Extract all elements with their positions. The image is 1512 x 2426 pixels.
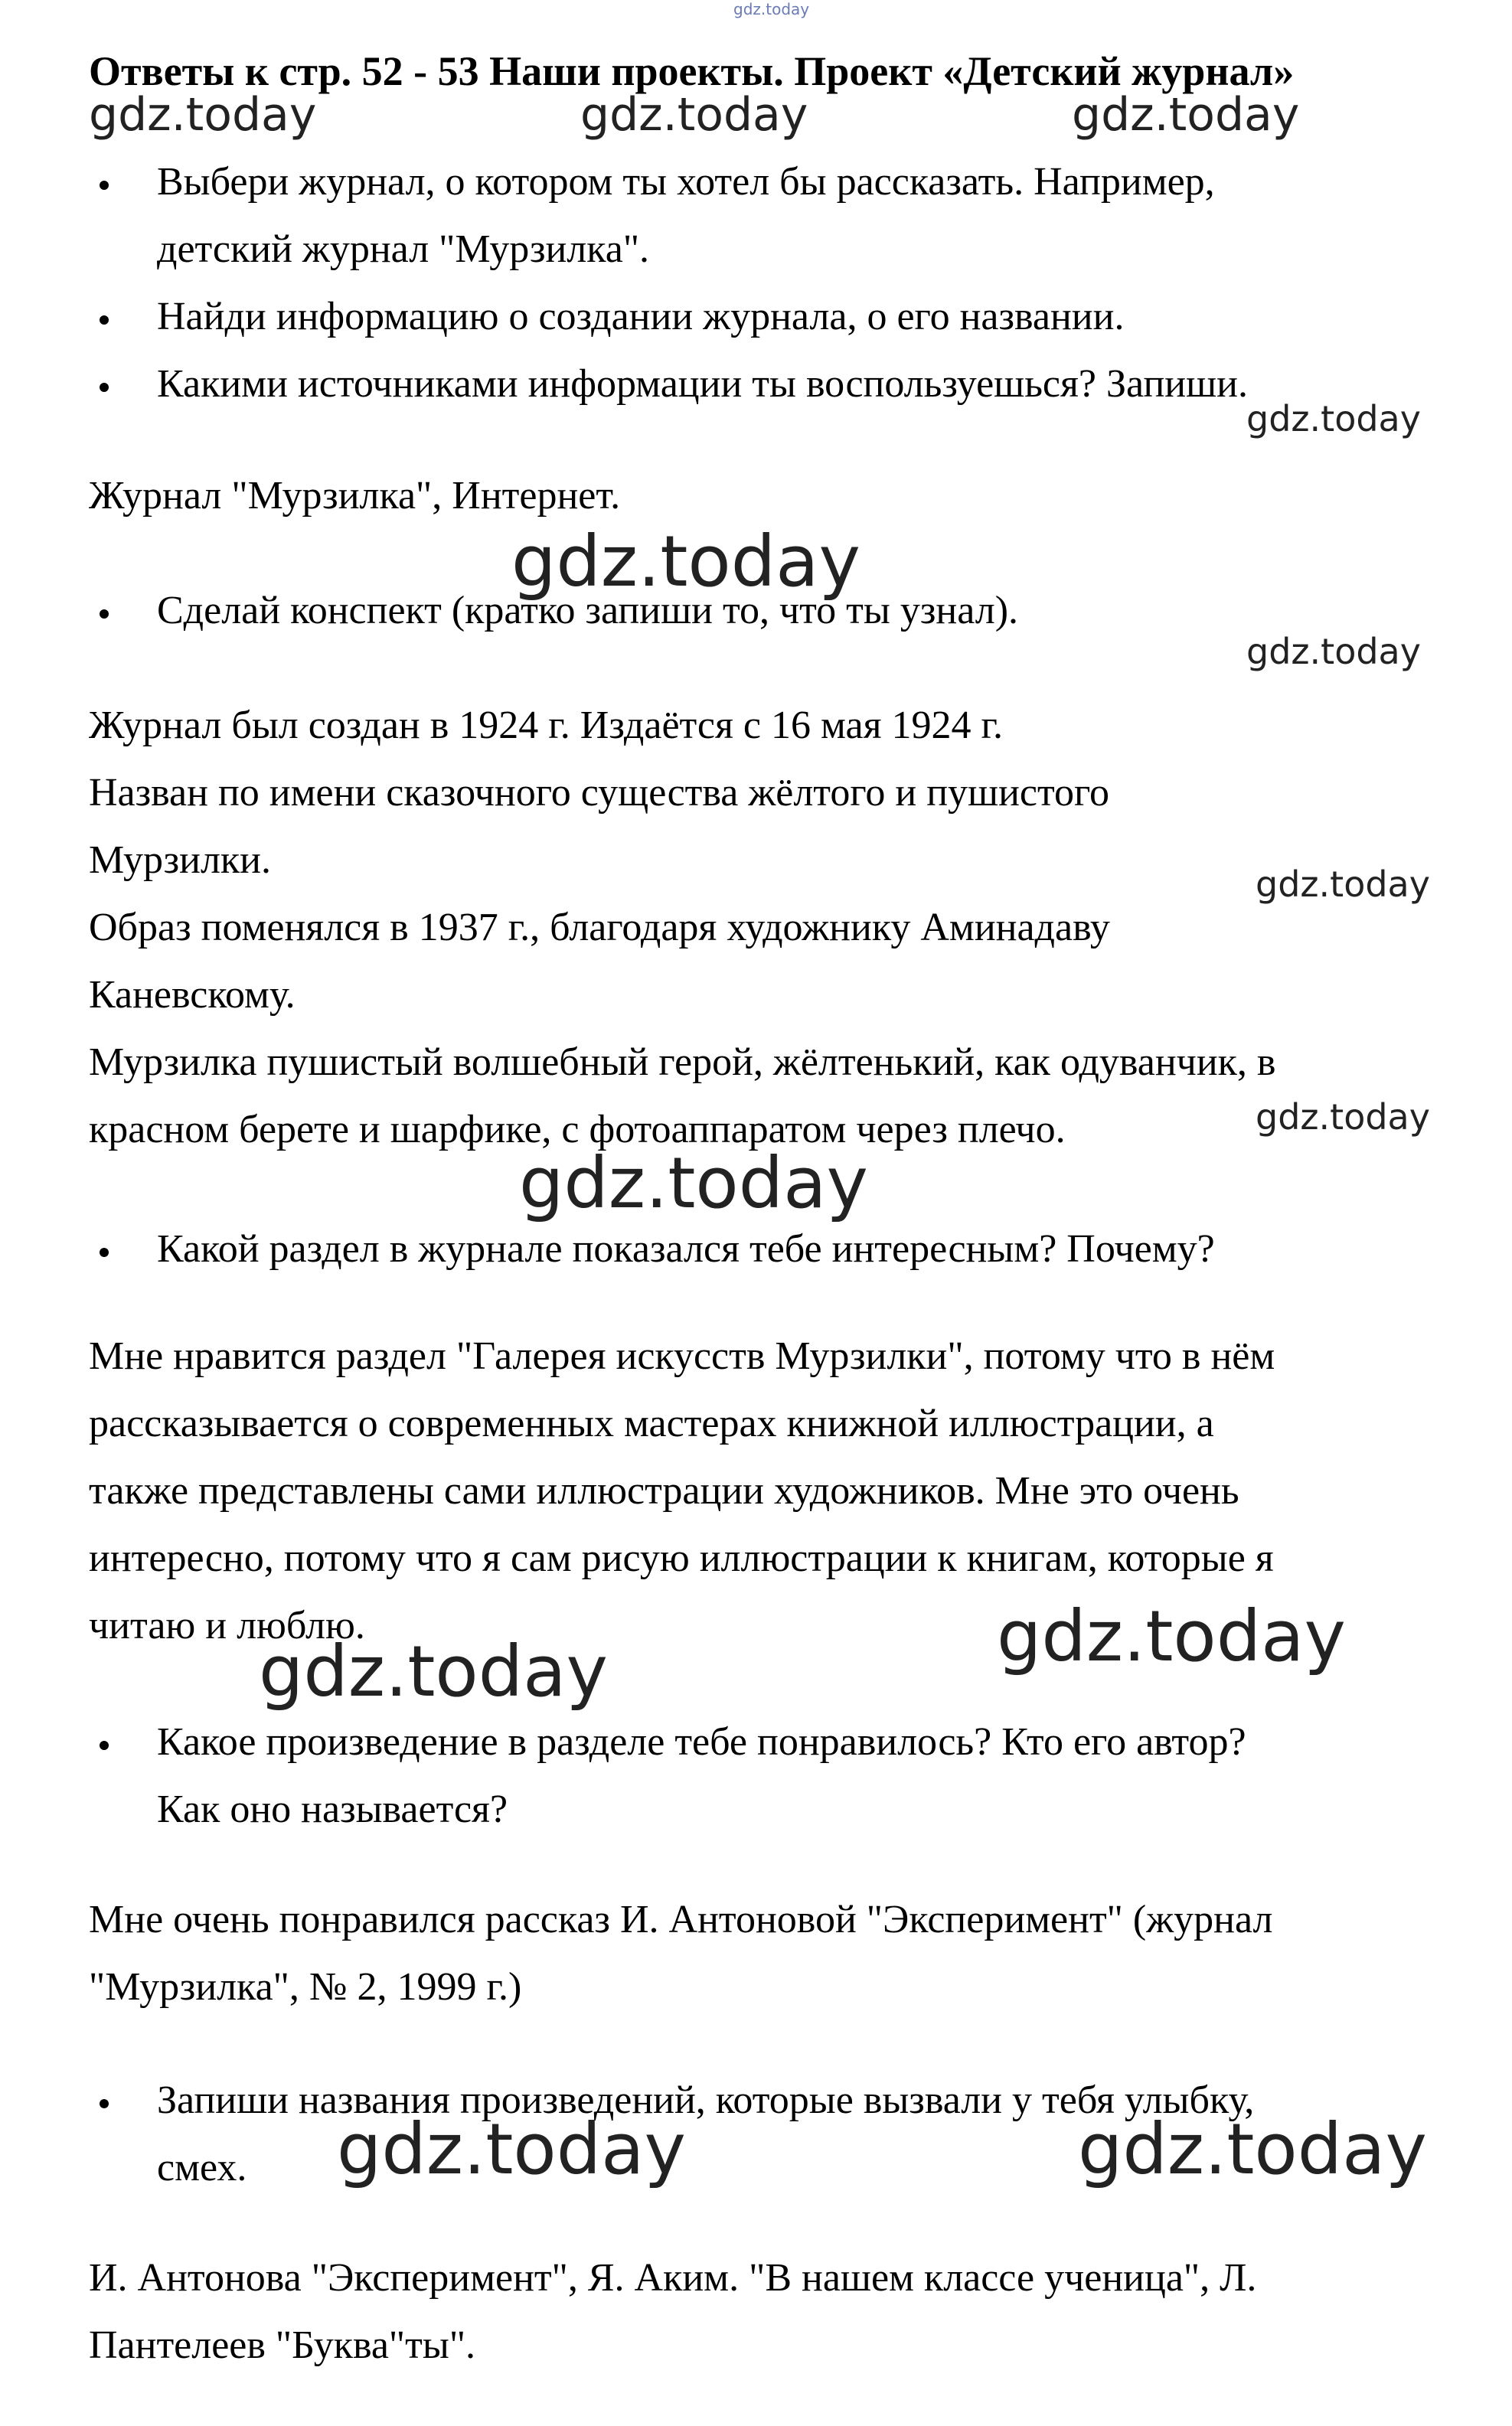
bullet-6-line-1: Какое произведение в разделе тебе понравилось? Кто его автор?: [157, 1720, 1246, 1764]
bullet-dot: [100, 1248, 109, 1257]
watermark: gdz.today: [259, 1631, 608, 1713]
answer-3-line-2: рассказывается о современных мастерах книжной иллюстрации, а: [89, 1402, 1214, 1445]
watermark: gdz.today: [519, 1142, 868, 1224]
answer-2-line-3: Мурзилки.: [89, 838, 271, 882]
bullet-dot: [100, 1741, 109, 1750]
watermark: gdz.today: [1072, 88, 1300, 142]
bullet-dot: [100, 609, 109, 619]
watermark: gdz.today: [1256, 1096, 1430, 1138]
page-title: Ответы к стр. 52 - 53 Наши проекты. Проект «Детский журнал»: [89, 48, 1295, 94]
watermark: gdz.today: [1246, 398, 1421, 439]
bullet-1-line-1: Выбери журнал, о котором ты хотел бы рассказать. Например,: [157, 160, 1215, 204]
bullet-dot: [100, 315, 109, 325]
watermark-top: gdz.today: [733, 0, 810, 18]
answer-1: Журнал "Мурзилка", Интернет.: [89, 474, 621, 518]
bullet-7-line-2: смех.: [157, 2146, 247, 2189]
bullet-2: Найди информацию о создании журнала, о его названии.: [157, 295, 1125, 338]
watermark: gdz.today: [1246, 631, 1421, 672]
answer-2-line-2: Назван по имени сказочного существа жёлтого и пушистого: [89, 771, 1110, 815]
answer-4-line-1: Мне очень понравился рассказ И. Антоновой "Эксперимент" (журнал: [89, 1898, 1273, 1941]
answer-3-line-3: также представлены сами иллюстрации художников. Мне это очень: [89, 1469, 1239, 1513]
answer-3-line-4: интересно, потому что я сам рисую иллюстрации к книгам, которые я: [89, 1536, 1274, 1580]
answer-5-line-2: Пантелеев "Буква"ты".: [89, 2323, 476, 2367]
bullet-7-line-1: Запиши названия произведений, которые вызвали у тебя улыбку,: [157, 2078, 1255, 2122]
bullet-1-line-2: детский журнал "Мурзилка".: [157, 227, 650, 271]
answer-2-line-5: Каневскому.: [89, 973, 296, 1017]
bullet-dot: [100, 181, 109, 190]
bullet-5: Какой раздел в журнале показался тебе интересным? Почему?: [157, 1227, 1215, 1271]
watermark: gdz.today: [1078, 2108, 1427, 2190]
answer-3-line-1: Мне нравится раздел "Галерея искусств Мурзилки", потому что в нём: [89, 1334, 1275, 1378]
watermark: gdz.today: [580, 88, 808, 142]
answer-4-line-2: "Мурзилка", № 2, 1999 г.): [89, 1965, 522, 2009]
bullet-3: Какими источниками информации ты воспользуешься? Запиши.: [157, 362, 1248, 406]
answer-3-line-5: читаю и люблю.: [89, 1604, 365, 1647]
watermark: gdz.today: [511, 521, 861, 602]
watermark: gdz.today: [997, 1595, 1346, 1677]
watermark: gdz.today: [89, 88, 317, 142]
answer-2-line-4: Образ поменялся в 1937 г., благодаря художнику Аминадаву: [89, 906, 1110, 949]
bullet-4: Сделай конспект (кратко запиши то, что ты узнал).: [157, 589, 1019, 632]
watermark: gdz.today: [1256, 864, 1430, 905]
bullet-6-line-2: Как оно называется?: [157, 1788, 508, 1831]
answer-2-line-7: красном берете и шарфике, с фотоаппаратом через плечо.: [89, 1108, 1066, 1151]
answer-5-line-1: И. Антонова "Эксперимент", Я. Аким. "В нашем классе ученица", Л.: [89, 2256, 1257, 2300]
answer-2-line-6: Мурзилка пушистый волшебный герой, жёлтенький, как одуванчик, в: [89, 1040, 1276, 1084]
watermark: gdz.today: [337, 2108, 686, 2190]
bullet-dot: [100, 2099, 109, 2108]
answer-2-line-1: Журнал был создан в 1924 г. Издаётся с 16 мая 1924 г.: [89, 704, 1003, 747]
bullet-dot: [100, 383, 109, 392]
